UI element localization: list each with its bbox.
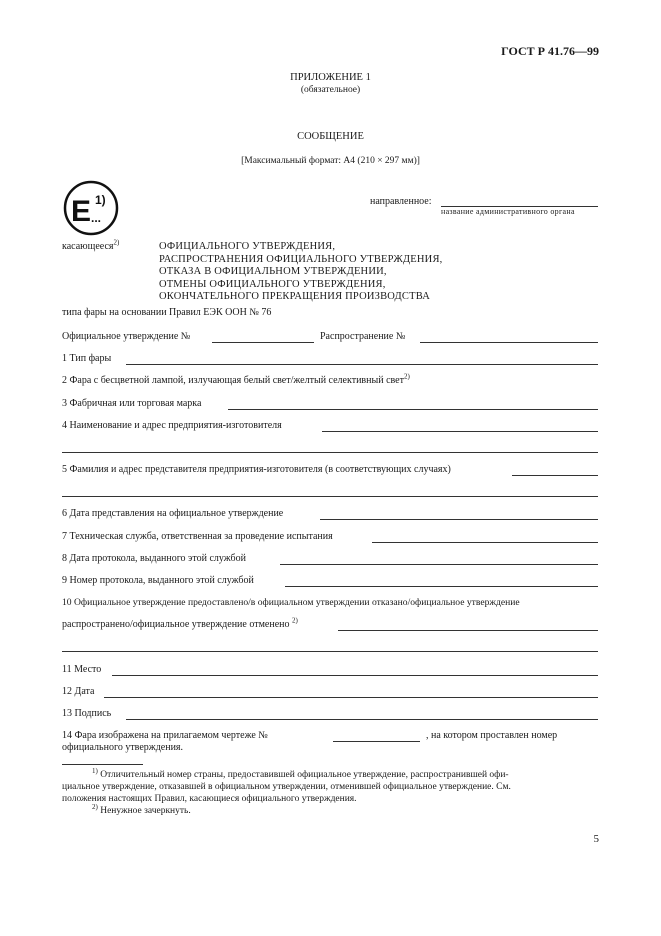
item-3-line[interactable] [228, 409, 598, 410]
footnote-separator [62, 764, 143, 765]
concerning-line-2: РАСПРОСТРАНЕНИЯ ОФИЦИАЛЬНОГО УТВЕРЖДЕНИЯ, [159, 253, 443, 265]
item-7-label: 7 Техническая служба, ответственная за проведение испытания [62, 531, 333, 542]
item-9-label: 9 Номер протокола, выданного этой службой [62, 575, 254, 586]
item-5-line-2[interactable] [62, 496, 598, 497]
e-mark-icon [62, 179, 120, 237]
annex-title: ПРИЛОЖЕНИЕ 1 [290, 72, 371, 83]
item-11-label: 11 Место [62, 664, 102, 675]
item-14-label-3: официального утверждения. [62, 742, 184, 753]
extension-no-label: Распространение № [320, 331, 406, 342]
item-13-label: 13 Подпись [62, 708, 112, 719]
item-10-line[interactable] [338, 630, 598, 631]
e-mark-superscript: 1) [95, 193, 106, 207]
concerning-line-4: ОТМЕНЫ ОФИЦИАЛЬНОГО УТВЕРЖДЕНИЯ, [159, 278, 386, 290]
item-1-line[interactable] [126, 364, 598, 365]
concerning-line-3: ОТКАЗА В ОФИЦИАЛЬНОМ УТВЕРЖДЕНИИ, [159, 266, 387, 277]
item-8-line[interactable] [280, 564, 598, 565]
item-11-line[interactable] [112, 675, 598, 676]
item-2-label: 2 Фара с бесцветной лампой, излучающая белый свет/желтый селективный свет$^{2)}$ [62, 372, 410, 386]
item-10-line-2[interactable] [62, 651, 598, 652]
item-7-line[interactable] [372, 542, 598, 543]
item-6-label: 6 Дата представления на официальное утверждение [62, 508, 284, 519]
item-8-label: 8 Дата протокола, выданного этой службой [62, 553, 246, 564]
issued-by-label: направленное: [370, 196, 432, 207]
item-10-label-1: 10 Официальное утверждение предоставлено/в официальном утверждении отказано/официальное утверждение [62, 597, 520, 608]
footnote-1-line-3: положения настоящих Правил, касающиеся официального утверждения. [62, 794, 357, 804]
page-number: 5 [593, 833, 599, 845]
format-note: [Максимальный формат: А4 (210 × 297 мм)] [241, 156, 420, 166]
item-14-label-2: , на котором проставлен номер [426, 730, 558, 741]
footnote-1-line-1: $^{1)}$ Отличительный номер страны, предоставившей официальное утверждение, распространившей офи- [92, 766, 509, 780]
item-3-label: 3 Фабричная или торговая марка [62, 398, 202, 409]
approval-no-label: Официальное утверждение № [62, 331, 191, 342]
item-1-label: 1 Тип фары [62, 353, 112, 364]
e-mark-letter: E [71, 195, 92, 228]
extension-no-line[interactable] [420, 342, 598, 343]
issued-by-caption: название административного органа [441, 207, 575, 216]
standard-number: ГОСТ Р 41.76—99 [501, 44, 599, 58]
approval-no-line[interactable] [212, 342, 314, 343]
item-9-line[interactable] [285, 586, 598, 587]
item-13-line[interactable] [126, 719, 598, 720]
type-line: типа фары на основании Правил ЕЭК ООН № 76 [62, 307, 272, 318]
communication-title: СООБЩЕНИЕ [297, 131, 364, 142]
annex-subtitle: (обязательное) [300, 85, 361, 95]
e-mark-dots: ... [91, 211, 102, 225]
concerning-line-5: ОКОНЧАТЕЛЬНОГО ПРЕКРАЩЕНИЯ ПРОИЗВОДСТВА [159, 291, 431, 302]
footnote-2: $^{2)}$ Ненужное зачеркнуть. [92, 802, 191, 816]
item-4-line-2[interactable] [62, 452, 598, 453]
footnote-1-line-2: циальное утверждение, отказавшей в официальном утверждении, отменившей официальное утверждение. См. [62, 782, 511, 792]
item-5-line[interactable] [512, 475, 598, 476]
item-5-label: 5 Фамилия и адрес представителя предприятия-изготовителя (в соответствующих случаях) [62, 464, 451, 475]
item-6-line[interactable] [320, 519, 598, 520]
item-14-line[interactable] [333, 741, 420, 742]
item-12-line[interactable] [104, 697, 598, 698]
item-4-line[interactable] [322, 431, 598, 432]
item-4-label: 4 Наименование и адрес предприятия-изготовителя [62, 420, 282, 431]
item-12-label: 12 Дата [62, 686, 95, 697]
item-10-label-2: распространено/официальное утверждение отменено $^{2)}$ [62, 616, 298, 630]
item-14-label-1: 14 Фара изображена на прилагаемом чертеже № [62, 730, 268, 741]
concerning-line-1: ОФИЦИАЛЬНОГО УТВЕРЖДЕНИЯ, [159, 241, 336, 252]
concerning-label: касающееся$^{2)}$ [62, 238, 120, 252]
